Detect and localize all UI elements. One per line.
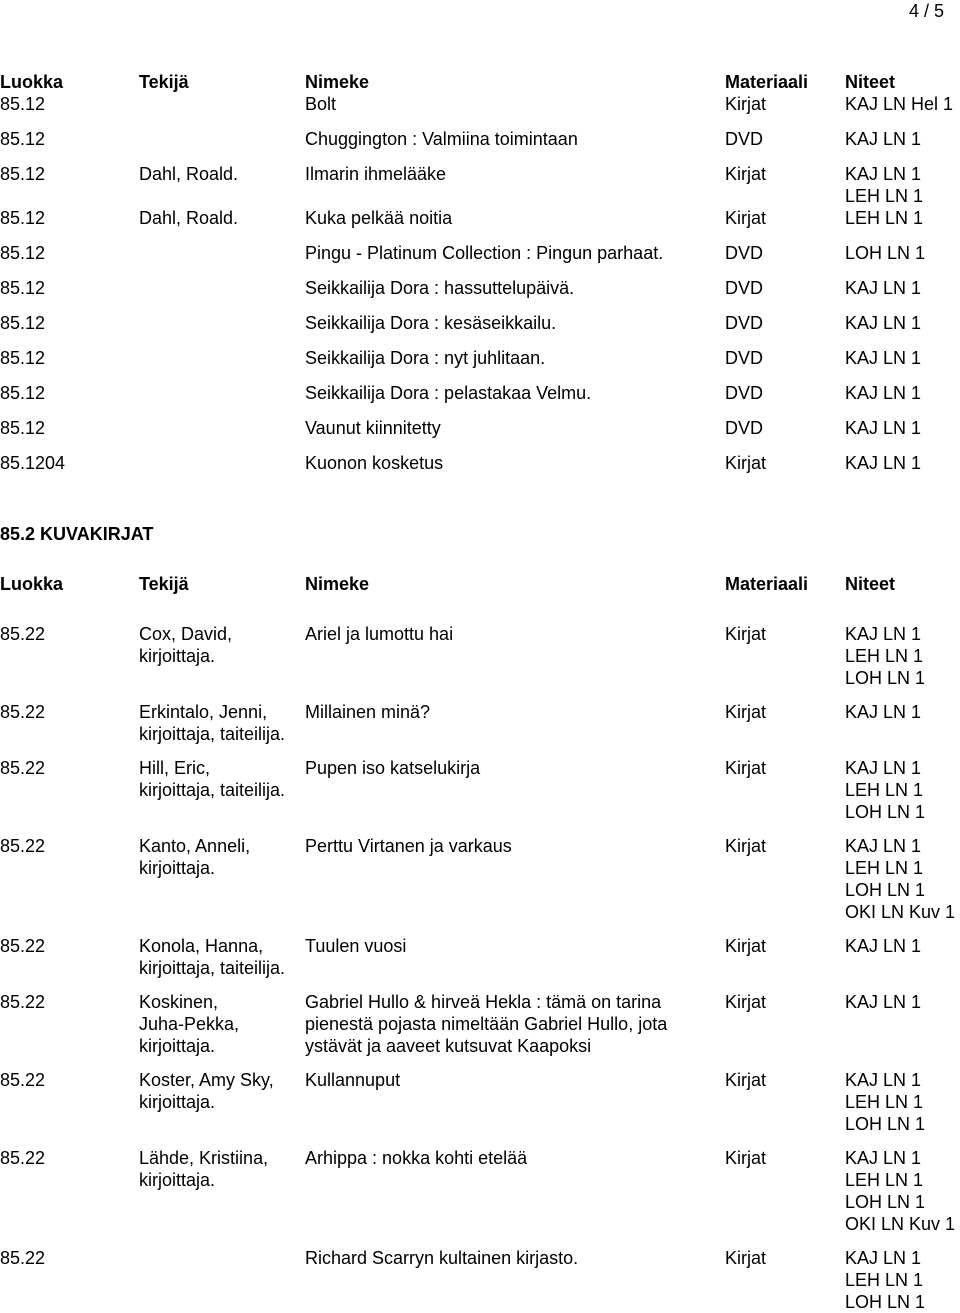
cell-niteet-line: KAJ LN 1 bbox=[845, 313, 922, 333]
cell-tekija-line: Cox, David, bbox=[139, 624, 233, 644]
table-row bbox=[0, 163, 960, 207]
table-row bbox=[0, 242, 960, 277]
table-row bbox=[0, 935, 960, 991]
cell-materiaali: DVD bbox=[725, 383, 764, 403]
cell-nimeke: Seikkailija Dora : kesäseikkailu. bbox=[305, 313, 557, 333]
cell-tekija-line: Juha-Pekka, bbox=[139, 1014, 240, 1034]
cell-luokka: 85.1204 bbox=[0, 453, 66, 473]
table-header bbox=[0, 573, 960, 595]
cell-nimeke bbox=[305, 1147, 725, 1247]
cell-nimeke: Pingu - Platinum Collection : Pingun parhaat. bbox=[305, 243, 664, 263]
cell-nimeke: Vaunut kiinnitetty bbox=[305, 418, 441, 438]
cell-tekija bbox=[139, 991, 305, 1069]
cell-materiaali: Kirjat bbox=[725, 992, 767, 1012]
cell-nimeke bbox=[305, 835, 725, 935]
cell-luokka: 85.12 bbox=[0, 94, 46, 114]
cell-nimeke: Kuonon kosketus bbox=[305, 453, 444, 473]
cell-niteet-line: KAJ LN 1 bbox=[845, 453, 922, 473]
cell-luokka: 85.12 bbox=[0, 383, 46, 403]
cell-materiaali: Kirjat bbox=[725, 702, 767, 722]
cell-materiaali: DVD bbox=[725, 129, 764, 149]
cell-tekija bbox=[139, 312, 305, 347]
table-row bbox=[0, 347, 960, 382]
cell-nimeke-line: Pupen iso katselukirja bbox=[305, 758, 481, 778]
cell-nimeke: Seikkailija Dora : hassuttelupäivä. bbox=[305, 278, 575, 298]
cell-niteet bbox=[845, 163, 960, 207]
table-row bbox=[0, 207, 960, 242]
cell-niteet-line: KAJ LN 1 bbox=[845, 278, 922, 298]
cell-nimeke: Kuka pelkää noitia bbox=[305, 208, 453, 228]
cell-tekija-line: kirjoittaja. bbox=[139, 1092, 216, 1112]
cell-nimeke: Ilmarin ihmelääke bbox=[305, 164, 447, 184]
cell-tekija bbox=[139, 242, 305, 277]
cell-niteet-line: KAJ LN 1 bbox=[845, 992, 922, 1012]
header-niteet: Niteet bbox=[845, 574, 896, 594]
cell-nimeke-line: Ariel ja lumottu hai bbox=[305, 624, 454, 644]
cell-niteet-line: LEH LN 1 bbox=[845, 1170, 924, 1190]
cell-nimeke: Chuggington : Valmiina toimintaan bbox=[305, 129, 578, 149]
cell-materiaali: Kirjat bbox=[725, 94, 767, 114]
cell-tekija-line: Koskinen, bbox=[139, 992, 219, 1012]
cell-tekija-line: Koster, Amy Sky, bbox=[139, 1070, 274, 1090]
header-tekija: Tekijä bbox=[139, 574, 189, 594]
cell-materiaali: Kirjat bbox=[725, 936, 767, 956]
cell-luokka: 85.22 bbox=[0, 702, 46, 722]
cell-niteet-line: LOH LN 1 bbox=[845, 1114, 926, 1134]
table-row bbox=[0, 93, 960, 128]
cell-niteet bbox=[845, 128, 960, 163]
cell-niteet-line: KAJ LN 1 bbox=[845, 1248, 922, 1268]
table-row bbox=[0, 835, 960, 935]
cell-nimeke bbox=[305, 1247, 725, 1313]
table-row bbox=[0, 1069, 960, 1147]
cell-nimeke bbox=[305, 991, 725, 1069]
header-materiaali: Materiaali bbox=[725, 574, 809, 594]
header-nimeke: Nimeke bbox=[305, 72, 370, 92]
cell-materiaali: DVD bbox=[725, 313, 764, 333]
table-row bbox=[0, 382, 960, 417]
cell-tekija-line: kirjoittaja. bbox=[139, 1170, 216, 1190]
cell-luokka: 85.12 bbox=[0, 278, 46, 298]
cell-tekija bbox=[139, 835, 305, 935]
cell-niteet-line: LOH LN 1 bbox=[845, 1292, 926, 1312]
header-luokka: Luokka bbox=[0, 72, 64, 92]
cell-niteet-line: LEH LN 1 bbox=[845, 186, 924, 206]
cell-materiaali: Kirjat bbox=[725, 624, 767, 644]
cell-niteet-line: KAJ LN 1 bbox=[845, 758, 922, 778]
cell-nimeke-line: Gabriel Hullo & hirveä Hekla : tämä on tarina bbox=[305, 992, 662, 1012]
cell-materiaali: Kirjat bbox=[725, 836, 767, 856]
cell-luokka: 85.12 bbox=[0, 348, 46, 368]
header-niteet: Niteet bbox=[845, 72, 896, 92]
cell-luokka: 85.22 bbox=[0, 1148, 46, 1168]
table-row bbox=[0, 128, 960, 163]
table-row bbox=[0, 623, 960, 701]
cell-tekija bbox=[139, 417, 305, 452]
cell-niteet-line: LEH LN 1 bbox=[845, 780, 924, 800]
cell-tekija-line: Erkintalo, Jenni, bbox=[139, 702, 268, 722]
cell-nimeke bbox=[305, 701, 725, 757]
cell-tekija bbox=[139, 1147, 305, 1247]
page-number: 4 / 5 bbox=[908, 1, 944, 21]
table-row bbox=[0, 452, 960, 487]
cell-tekija bbox=[139, 623, 305, 701]
cell-tekija bbox=[139, 382, 305, 417]
cell-niteet-line: LEH LN 1 bbox=[845, 858, 924, 878]
cell-tekija-line: kirjoittaja. bbox=[139, 858, 216, 878]
cell-luokka: 85.22 bbox=[0, 836, 46, 856]
cell-niteet-line: KAJ LN 1 bbox=[845, 164, 922, 184]
cell-niteet bbox=[845, 701, 960, 757]
cell-materiaali: Kirjat bbox=[725, 164, 767, 184]
cell-materiaali: Kirjat bbox=[725, 1070, 767, 1090]
cell-tekija-line: Lähde, Kristiina, bbox=[139, 1148, 269, 1168]
cell-materiaali: Kirjat bbox=[725, 758, 767, 778]
cell-tekija-line: Kanto, Anneli, bbox=[139, 836, 251, 856]
cell-nimeke: Bolt bbox=[305, 94, 337, 114]
cell-tekija-line: kirjoittaja. bbox=[139, 1036, 216, 1056]
cell-tekija bbox=[139, 757, 305, 835]
cell-niteet bbox=[845, 242, 960, 277]
cell-niteet-line: KAJ LN 1 bbox=[845, 129, 922, 149]
cell-nimeke bbox=[305, 623, 725, 701]
cell-tekija: Dahl, Roald. bbox=[139, 208, 239, 228]
cell-niteet bbox=[845, 207, 960, 242]
cell-tekija bbox=[139, 701, 305, 757]
cell-niteet bbox=[845, 277, 960, 312]
cell-niteet bbox=[845, 93, 960, 128]
cell-niteet-line: KAJ LN 1 bbox=[845, 624, 922, 644]
header-materiaali: Materiaali bbox=[725, 72, 809, 92]
cell-niteet bbox=[845, 452, 960, 487]
table-row bbox=[0, 701, 960, 757]
cell-niteet-line: KAJ LN 1 bbox=[845, 836, 922, 856]
cell-luokka: 85.12 bbox=[0, 208, 46, 228]
cell-luokka: 85.12 bbox=[0, 164, 46, 184]
cell-luokka: 85.22 bbox=[0, 992, 46, 1012]
cell-tekija-line: kirjoittaja, taiteilija. bbox=[139, 780, 286, 800]
cell-niteet bbox=[845, 623, 960, 701]
cell-niteet-line: OKI LN Kuv 1 bbox=[845, 902, 956, 922]
cell-niteet-line: KAJ LN 1 bbox=[845, 1148, 922, 1168]
cell-tekija bbox=[139, 452, 305, 487]
cell-tekija-line: Konola, Hanna, bbox=[139, 936, 264, 956]
cell-nimeke-line: pienestä pojasta nimeltään Gabriel Hullo, jota bbox=[305, 1014, 668, 1034]
cell-tekija-line: Hill, Eric, bbox=[139, 758, 210, 778]
cell-niteet-line: KAJ LN 1 bbox=[845, 418, 922, 438]
cell-materiaali: DVD bbox=[725, 348, 764, 368]
cell-tekija bbox=[139, 128, 305, 163]
cell-niteet bbox=[845, 382, 960, 417]
cell-niteet-line: LOH LN 1 bbox=[845, 880, 926, 900]
cell-tekija: Dahl, Roald. bbox=[139, 164, 239, 184]
cell-luokka: 85.22 bbox=[0, 624, 46, 644]
header-tekija: Tekijä bbox=[139, 72, 189, 92]
header-luokka: Luokka bbox=[0, 574, 64, 594]
cell-tekija-line: kirjoittaja, taiteilija. bbox=[139, 958, 286, 978]
cell-niteet bbox=[845, 1147, 960, 1247]
cell-niteet bbox=[845, 835, 960, 935]
cell-nimeke-line: Tuulen vuosi bbox=[305, 936, 407, 956]
header-nimeke: Nimeke bbox=[305, 574, 370, 594]
table-row bbox=[0, 757, 960, 835]
cell-nimeke: Seikkailija Dora : pelastakaa Velmu. bbox=[305, 383, 592, 403]
cell-niteet-line: OKI LN Kuv 1 bbox=[845, 1214, 956, 1234]
table-row bbox=[0, 991, 960, 1069]
cell-materiaali: Kirjat bbox=[725, 1148, 767, 1168]
cell-niteet-line: KAJ LN 1 bbox=[845, 1070, 922, 1090]
cell-niteet bbox=[845, 1247, 960, 1313]
cell-nimeke: Seikkailija Dora : nyt juhlitaan. bbox=[305, 348, 546, 368]
cell-nimeke-line: ystävät ja aaveet kutsuvat Kaapoksi bbox=[305, 1036, 592, 1056]
cell-niteet-line: LEH LN 1 bbox=[845, 646, 924, 666]
cell-niteet-line: KAJ LN 1 bbox=[845, 702, 922, 722]
cell-niteet-line: LEH LN 1 bbox=[845, 1270, 924, 1290]
cell-nimeke-line: Perttu Virtanen ja varkaus bbox=[305, 836, 512, 856]
table-header bbox=[0, 71, 960, 93]
cell-niteet-line: LEH LN 1 bbox=[845, 1092, 924, 1112]
table-row bbox=[0, 417, 960, 452]
cell-tekija bbox=[139, 1069, 305, 1147]
cell-niteet bbox=[845, 757, 960, 835]
cell-tekija-line: kirjoittaja, taiteilija. bbox=[139, 724, 286, 744]
cell-niteet-line: KAJ LN 1 bbox=[845, 383, 922, 403]
cell-tekija bbox=[139, 347, 305, 382]
cell-luokka: 85.12 bbox=[0, 243, 46, 263]
cell-niteet bbox=[845, 417, 960, 452]
cell-luokka: 85.22 bbox=[0, 1248, 46, 1268]
cell-tekija-line: kirjoittaja. bbox=[139, 646, 216, 666]
cell-tekija bbox=[139, 1247, 305, 1313]
cell-materiaali: Kirjat bbox=[725, 1248, 767, 1268]
cell-niteet-line: LOH LN 1 bbox=[845, 802, 926, 822]
cell-niteet-line: KAJ LN 1 bbox=[845, 348, 922, 368]
cell-nimeke bbox=[305, 757, 725, 835]
cell-niteet bbox=[845, 1069, 960, 1147]
cell-nimeke-line: Millainen minä? bbox=[305, 702, 431, 722]
cell-niteet-line: LEH LN 1 bbox=[845, 208, 924, 228]
section-title: 85.2 KUVAKIRJAT bbox=[0, 524, 154, 544]
cell-nimeke-line: Arhippa : nokka kohti etelää bbox=[305, 1148, 528, 1168]
cell-luokka: 85.12 bbox=[0, 129, 46, 149]
cell-nimeke-line: Kullannuput bbox=[305, 1070, 401, 1090]
cell-luokka: 85.22 bbox=[0, 758, 46, 778]
cell-materiaali: DVD bbox=[725, 278, 764, 298]
cell-niteet-line: KAJ LN 1 bbox=[845, 936, 922, 956]
cell-tekija bbox=[139, 93, 305, 128]
cell-luokka: 85.22 bbox=[0, 936, 46, 956]
cell-luokka: 85.12 bbox=[0, 313, 46, 333]
table-row bbox=[0, 1147, 960, 1247]
cell-tekija bbox=[139, 935, 305, 991]
table-row bbox=[0, 1247, 960, 1313]
cell-materiaali: DVD bbox=[725, 418, 764, 438]
cell-niteet-line: LOH LN 1 bbox=[845, 243, 926, 263]
cell-niteet bbox=[845, 935, 960, 991]
cell-luokka: 85.12 bbox=[0, 418, 46, 438]
cell-niteet-line: LOH LN 1 bbox=[845, 1192, 926, 1212]
cell-materiaali: Kirjat bbox=[725, 208, 767, 228]
cell-nimeke bbox=[305, 1069, 725, 1147]
cell-niteet bbox=[845, 312, 960, 347]
table-row bbox=[0, 312, 960, 347]
cell-luokka: 85.22 bbox=[0, 1070, 46, 1090]
cell-niteet-line: KAJ LN Hel 1 bbox=[845, 94, 954, 114]
cell-nimeke-line: Richard Scarryn kultainen kirjasto. bbox=[305, 1248, 579, 1268]
cell-tekija bbox=[139, 277, 305, 312]
cell-nimeke bbox=[305, 935, 725, 991]
catalog-table-2 bbox=[0, 573, 960, 1313]
cell-niteet-line: LOH LN 1 bbox=[845, 668, 926, 688]
cell-niteet bbox=[845, 991, 960, 1069]
cell-materiaali: Kirjat bbox=[725, 453, 767, 473]
cell-materiaali: DVD bbox=[725, 243, 764, 263]
catalog-table-1 bbox=[0, 71, 960, 487]
cell-niteet bbox=[845, 347, 960, 382]
table-row bbox=[0, 277, 960, 312]
